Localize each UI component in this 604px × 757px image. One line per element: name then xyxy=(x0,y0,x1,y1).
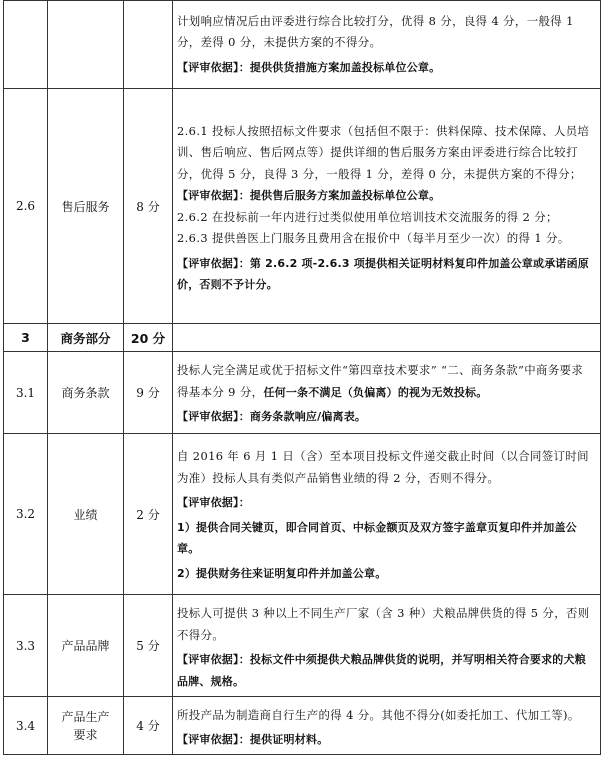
item-score-cell: 2 分 xyxy=(124,434,173,595)
item-name-cell xyxy=(48,1,124,89)
item-number-cell xyxy=(4,1,48,89)
table-row xyxy=(4,1,601,89)
item-criteria-cell xyxy=(173,1,601,89)
item-number-cell: 3.1 xyxy=(4,352,48,434)
criteria-basis: 【评审依据】： xyxy=(177,496,250,509)
section-number: 3 xyxy=(4,324,48,352)
item-criteria-cell xyxy=(173,434,601,595)
item-number-cell: 3.2 xyxy=(4,434,48,595)
criteria-text xyxy=(177,360,594,403)
criteria-basis: 【评审依据】：提供证明材料。 xyxy=(177,733,329,746)
criteria-text: 计划响应情况后由评委进行综合比较打分，优得 8 分，良得 4 分，一般得 1 分，差得 0 分，未提供方案的不得分。 xyxy=(177,13,574,50)
item-name-cell: 产品品牌 xyxy=(48,595,124,697)
section-title: 商务部分 xyxy=(48,324,124,352)
item-criteria-cell xyxy=(173,352,601,434)
item-score-cell: 5 分 xyxy=(124,595,173,697)
item-number-cell: 3.3 xyxy=(4,595,48,697)
scoring-table xyxy=(3,0,601,755)
criteria-basis-item: 2）提供财务往来证明复印件并加盖公章。 xyxy=(177,566,387,580)
table-row xyxy=(4,697,601,755)
criteria-basis: 【评审依据】：提供供货措施方案加盖投标单位公章。 xyxy=(177,60,441,74)
criteria-text-main: 投标人完全满足或优于招标文件“第四章技术要求” “二、商务条款”中商务要求得基本分 9 分， xyxy=(177,363,584,399)
criteria-basis-item: 1）提供合同关键页，即合同首页、中标金额页及双方签字盖章页复印件并加盖公章。 xyxy=(177,520,577,555)
criteria-text: 2.6.3 提供兽医上门服务且费用含在报价中（每半月至少一次）的得 1 分。 xyxy=(177,231,570,245)
criteria-text: 自 2016 年 6 月 1 日（含）至本项目投标文件递交截止时间（以合同签订时间为准）投标人具有类似产品销售业绩的得 2 分，否则不得分。 xyxy=(177,449,589,485)
item-score-cell: 9 分 xyxy=(124,352,173,434)
item-score-cell xyxy=(124,1,173,89)
item-name-cell: 售后服务 xyxy=(48,89,124,324)
criteria-basis: 【评审依据】：商务条款响应/偏离表。 xyxy=(177,410,367,424)
item-number-cell: 2.6 xyxy=(4,89,48,324)
criteria-basis: 【评审依据】：提供售后服务方案加盖投标单位公章。 xyxy=(177,189,441,202)
criteria-text: 投标人可提供 3 种以上不同生产厂家（含 3 种）犬粮品牌供货的得 5 分，否则不得分。 xyxy=(177,606,590,642)
criteria-text: 2.6.2 在投标前一年内进行过类似使用单位培训技术交流服务的得 2 分； xyxy=(177,209,558,224)
criteria-text: 2.6.1 投标人按照招标文件要求（包括但不限于：供料保障、技术保障、人员培训、售后响应、售后网点等）提供详细的售后服务方案由评委进行综合比较打分，优得 5 分，良得 3 分，一般得 1 分，差得 0 分，未提供方案的不得分； xyxy=(177,123,590,181)
item-name-line: 要求 xyxy=(73,727,98,742)
table-row xyxy=(4,89,601,324)
table-row xyxy=(4,352,601,434)
item-name-line: 产品生产 xyxy=(61,709,110,724)
section-criteria-cell xyxy=(173,324,601,352)
item-criteria-cell xyxy=(173,595,601,697)
item-criteria-cell xyxy=(173,697,601,755)
section-header-row xyxy=(4,324,601,352)
section-score: 20 分 xyxy=(124,324,173,352)
item-score-cell: 4 分 xyxy=(124,697,173,755)
criteria-basis: 【评审依据】：第 2.6.2 项-2.6.3 项提供相关证明材料复印件加盖公章或承诺函原价，否则不予计分。 xyxy=(177,256,589,291)
item-score-cell: 8 分 xyxy=(124,89,173,324)
table-row xyxy=(4,434,601,595)
criteria-basis: 【评审依据】：投标文件中须提供犬粮品牌供货的说明，并写明相关符合要求的犬粮品牌、规格。 xyxy=(177,653,586,688)
criteria-text: 所投产品为制造商自行生产的得 4 分。其他不得分(如委托加工、代加工等)。 xyxy=(177,707,580,722)
item-number-cell: 3.4 xyxy=(4,697,48,755)
item-name-cell: 业绩 xyxy=(48,434,124,595)
item-criteria-cell xyxy=(173,89,601,324)
item-name-cell: 商务条款 xyxy=(48,352,124,434)
item-name-cell xyxy=(48,697,124,755)
criteria-text-emphasis: 任何一条不满足（负偏离）的视为无效投标。 xyxy=(263,385,488,399)
table-row xyxy=(4,595,601,697)
